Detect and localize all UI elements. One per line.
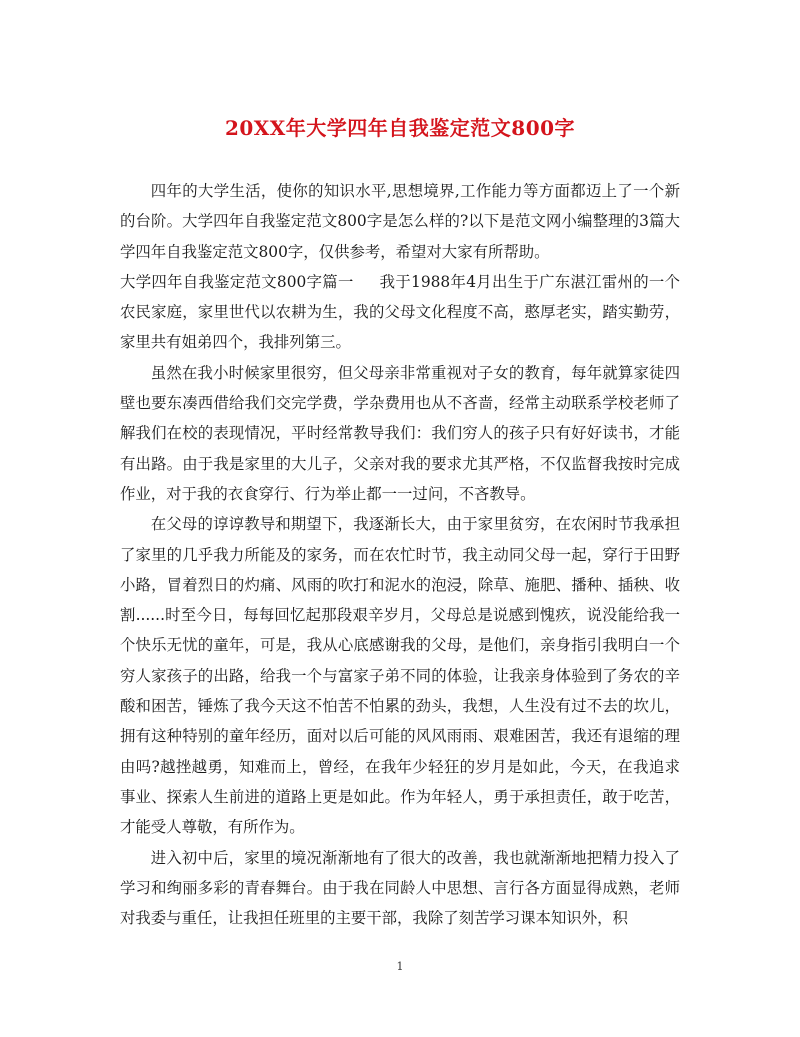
body-paragraph: 虽然在我小时候家里很穷，但父母亲非常重视对子女的教育，每年就算家徒四壁也要东凑西借给我们交完学费，学杂费用也从不吝啬，经常主动联系学校老师了解我们在校的表现情况，平时经常教导我们：我们穷人的孩子只有好好读书，才能有出路。由于我是家里的大儿子，父亲对我的要求尤其严格，不仅监督我按时完成作业，对于我的衣食穿行、行为举止都一一过问，不吝教导。 [120,363,680,503]
document-body [120,176,680,933]
section-one-paragraph [120,267,680,358]
document-title: 20XX年大学四年自我鉴定范文800字 [224,116,576,140]
body-paragraph: 在父母的谆谆教导和期望下，我逐渐长大，由于家里贫穷，在农闲时节我承担了家里的几乎我力所能及的家务，而在农忙时节，我主动同父母一起，穿行于田野小路，冒着烈日的灼痛、风雨的吹打和泥水的泡浸，除草、施肥、播种、插秧、收割......时至今日，每每回忆起那段艰辛岁月，父母总是说感到愧疚，说没能给我一个快乐无忧的童年，可是，我从心底感谢我的父母，是他们，亲身指引我明白一个穷人家孩子的出路，给我一个与富家子弟不同的体验，让我亲身体验到了务农的辛酸和困苦，锤炼了我今天这不怕苦不怕累的劲头，我想，人生没有过不去的坎儿，拥有这种特别的童年经历，面对以后可能的风风雨雨、艰难困苦，我还有退缩的理由吗?越挫越勇，知难而上，曾经，在我年少轻狂的岁月是如此，今天，在我追求事业、探索人生前进的道路上更是如此。作为年轻人，勇于承担责任，敢于吃苦，才能受人尊敬，有所作为。 [120,515,680,837]
intro-paragraph: 四年的大学生活，使你的知识水平,思想境界,工作能力等方面都迈上了一个新的台阶。大学四年自我鉴定范文800字是怎么样的?以下是范文网小编整理的3篇大学四年自我鉴定范文800字，仅供参考，希望对大家有所帮助。 [120,182,680,261]
body-paragraph: 进入初中后，家里的境况渐渐地有了很大的改善，我也就渐渐地把精力投入了学习和绚丽多彩的青春舞台。由于我在同龄人中思想、言行各方面显得成熟，老师对我委与重任，让我担任班里的主要干部，我除了刻苦学习课本知识外，积 [120,848,680,928]
section-one-text: 我于1988年4月出生于广东湛江雷州的一个农民家庭，家里世代以农耕为生，我的父母文化程度不高，憨厚老实，踏实勤劳，家里共有姐弟四个，我排列第三。 [120,272,680,352]
page-number: 1 [396,960,404,973]
section-heading: 大学四年自我鉴定范文800字篇一 [120,272,354,291]
